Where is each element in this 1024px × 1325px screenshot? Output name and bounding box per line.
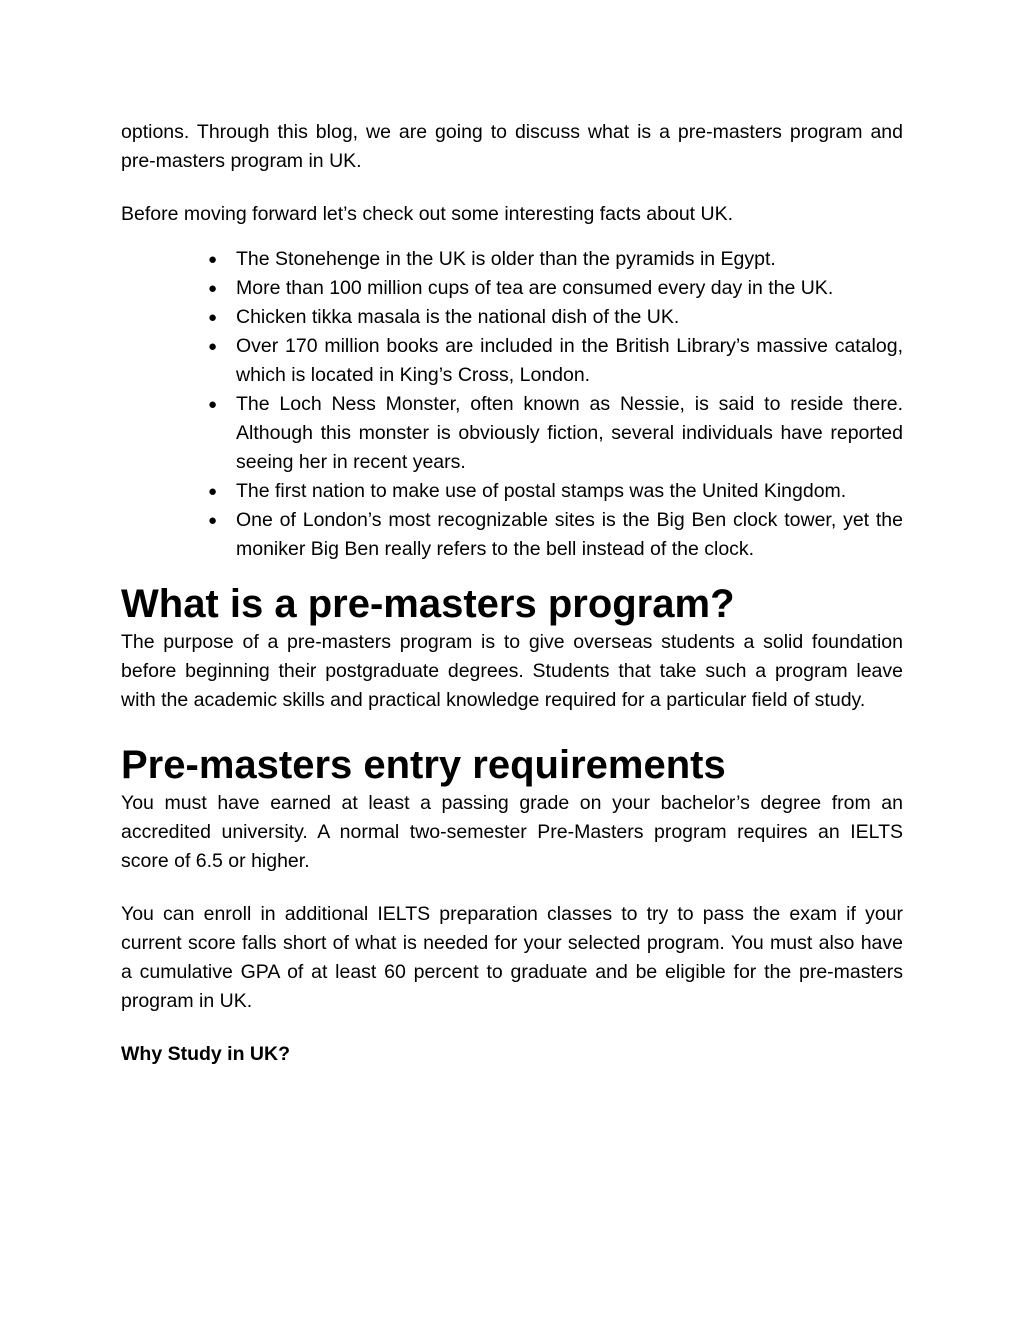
bullet-icon: ● (208, 512, 218, 529)
ielts-preparation-paragraph: You can enroll in additional IELTS preparation classes to try to pass the exam if your current score falls short of what is needed for your selected program. You must also have a cumulative GPA of at least 60 percent to graduate and be eligible for the pre-masters program in UK. (121, 903, 903, 1012)
bullet-icon: ● (208, 280, 218, 297)
list-item (208, 477, 903, 506)
list-item (208, 245, 903, 274)
bullet-icon: ● (208, 251, 218, 268)
fact-text: More than 100 million cups of tea are consumed every day in the UK. (236, 277, 834, 299)
pre-masters-program-paragraph: The purpose of a pre-masters program is to give overseas students a solid foundation before beginning their postgraduate degrees. Students that take such a program leave with the academic skills and practical knowledge required for a particular field of study. (121, 631, 903, 711)
section-heading-pre-masters-program: What is a pre-masters program? (121, 582, 735, 626)
fact-text: The Stonehenge in the UK is older than the pyramids in Egypt. (236, 248, 776, 270)
facts-lead-paragraph: Before moving forward let’s check out some interesting facts about UK. (121, 203, 734, 225)
intro-paragraph: options. Through this blog, we are going to discuss what is a pre-masters program and pre-masters program in UK. (121, 121, 903, 172)
entry-requirements-paragraph: You must have earned at least a passing grade on your bachelor’s degree from an accredited university. A normal two-semester Pre-Masters program requires an IELTS score of 6.5 or higher. (121, 792, 903, 872)
list-item (208, 506, 903, 564)
section-heading-entry-requirements: Pre-masters entry requirements (121, 743, 726, 787)
bullet-icon: ● (208, 338, 218, 355)
bullet-icon: ● (208, 483, 218, 500)
document-page (121, 118, 903, 1069)
fact-text: Over 170 million books are included in the British Library’s massive catalog, which is located in King’s Cross, London. (236, 335, 903, 386)
list-item (208, 332, 903, 390)
list-item (208, 274, 903, 303)
subheading-why-study-in-uk: Why Study in UK? (121, 1043, 290, 1065)
fact-text: The first nation to make use of postal stamps was the United Kingdom. (236, 480, 847, 502)
list-item (208, 390, 903, 477)
fact-text: One of London’s most recognizable sites is the Big Ben clock tower, yet the moniker Big Ben really refers to the bell instead of the clock. (236, 509, 903, 560)
list-item (208, 303, 903, 332)
fact-text: Chicken tikka masala is the national dish of the UK. (236, 306, 680, 328)
fact-text: The Loch Ness Monster, often known as Nessie, is said to reside there. Although this monster is obviously fiction, several individuals have reported seeing her in recent years. (236, 393, 903, 473)
bullet-icon: ● (208, 396, 218, 413)
bullet-icon: ● (208, 309, 218, 326)
uk-facts-list (121, 245, 903, 564)
